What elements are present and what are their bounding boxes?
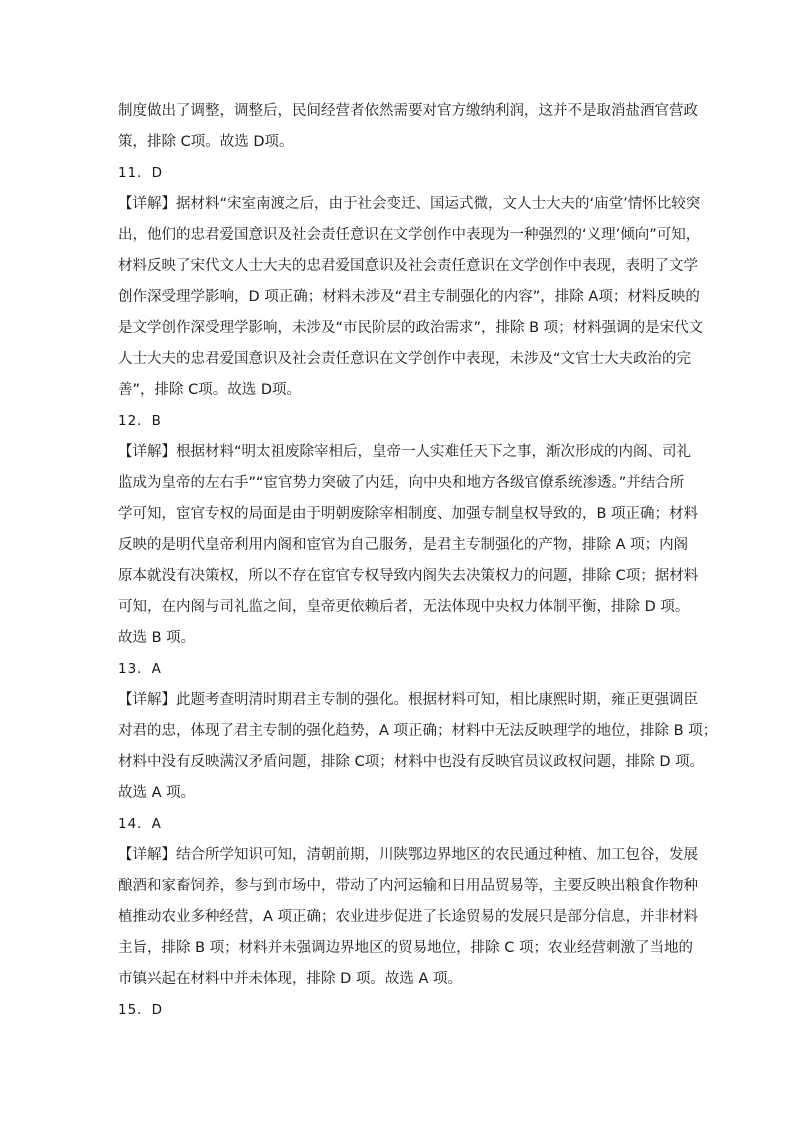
answer-number: 15．D — [118, 1002, 164, 1018]
paragraph-line: 原本就没有决策权，所以不存在宦官专权导致内阁失去决策权力的问题，排除 C项；据材料 — [118, 568, 699, 584]
paragraph-line: 故选 A 项。 — [118, 785, 196, 801]
paragraph-line: 故选 B 项。 — [118, 630, 196, 646]
paragraph-line: 是文学创作深受理学影响，未涉及“市民阶层的政治需求”，排除 B 项；材料强调的是宋代文 — [118, 320, 704, 336]
paragraph-line: 植推动农业多种经营，A 项正确；农业进步促进了长途贸易的发展只是部分信息，并非材料 — [118, 909, 699, 925]
paragraph-line: 学可知，宦官专权的局面是由于明朝废除宰相制度、加强专制皇权导致的，B 项正确；材料 — [118, 506, 699, 522]
paragraph-line: 监成为皇帝的左右手”“宦官势力突破了内廷，向中央和地方各级官僚系统渗透。”并结合所 — [118, 475, 685, 491]
paragraph-line: 【详解】根据材料“明太祖废除宰相后，皇帝一人实难任天下之事，渐次形成的内阁、司礼 — [118, 444, 692, 460]
paragraph-line: 【详解】此题考查明清时期君主专制的强化。根据材料可知，相比康熙时期，雍正更强调臣 — [118, 692, 698, 708]
paragraph-line: 策，排除 C项。故选 D项。 — [118, 134, 294, 150]
document-page — [118, 96, 718, 1026]
paragraph-line: 对君的忠，体现了君主专制的强化趋势，A 项正确；材料中无法反映理学的地位，排除 B 项； — [118, 723, 718, 739]
paragraph-line: 【详解】据材料“宋室南渡之后，由于社会变迁、国运式微，文人士大夫的‘庙堂’情怀比较突 — [118, 196, 701, 212]
answer-number: 11．D — [118, 165, 164, 181]
paragraph-line: 制度做出了调整，调整后，民间经营者依然需要对官方缴纳利润，这并不是取消盐酒官营政 — [118, 103, 698, 119]
paragraph-line: 人士大夫的忠君爱国意识及社会责任意识在文学创作中表现，未涉及“文官士大夫政治的完 — [118, 351, 692, 367]
answer-number: 13．A — [118, 661, 162, 677]
answer-number: 12．B — [118, 413, 162, 429]
paragraph-line: 善”，排除 C项。故选 D项。 — [118, 382, 302, 398]
paragraph-line: 反映的是明代皇帝利用内阁和宦官为自己服务，是君主专制强化的产物，排除 A 项；内阁 — [118, 537, 689, 553]
paragraph-line: 材料中没有反映满汉矛盾问题，排除 C项；材料中也没有反映官员议政权问题，排除 D 项。 — [118, 754, 705, 770]
paragraph-line: 可知，在内阁与司礼监之间，皇帝更依赖后者，无法体现中央权力体制平衡，排除 D 项。 — [118, 599, 690, 615]
paragraph-line: 主旨，排除 B 项；材料并未强调边界地区的贸易地位，排除 C 项；农业经营刺激了当地的 — [118, 940, 694, 956]
paragraph-line: 材料反映了宋代文人士大夫的忠君爱国意识及社会责任意识在文学创作中表现，表明了文学 — [118, 258, 698, 274]
paragraph-line: 市镇兴起在材料中并未体现，排除 D 项。故选 A 项。 — [118, 971, 463, 987]
paragraph-line: 酿酒和家畜饲养，参与到市场中，带动了内河运输和日用品贸易等，主要反映出粮食作物种 — [118, 878, 698, 894]
answer-number: 14．A — [118, 816, 162, 832]
paragraph-line: 【详解】结合所学知识可知，清朝前期，川陕鄂边界地区的农民通过种植、加工包谷，发展 — [118, 847, 698, 863]
paragraph-line: 创作深受理学影响，D 项正确；材料未涉及“君主专制强化的内容”，排除 A项；材料反映的 — [118, 289, 700, 305]
paragraph-line: 出，他们的忠君爱国意识及社会责任意识在文学创作中表现为一种强烈的‘义理’倾向”可知， — [118, 227, 701, 243]
